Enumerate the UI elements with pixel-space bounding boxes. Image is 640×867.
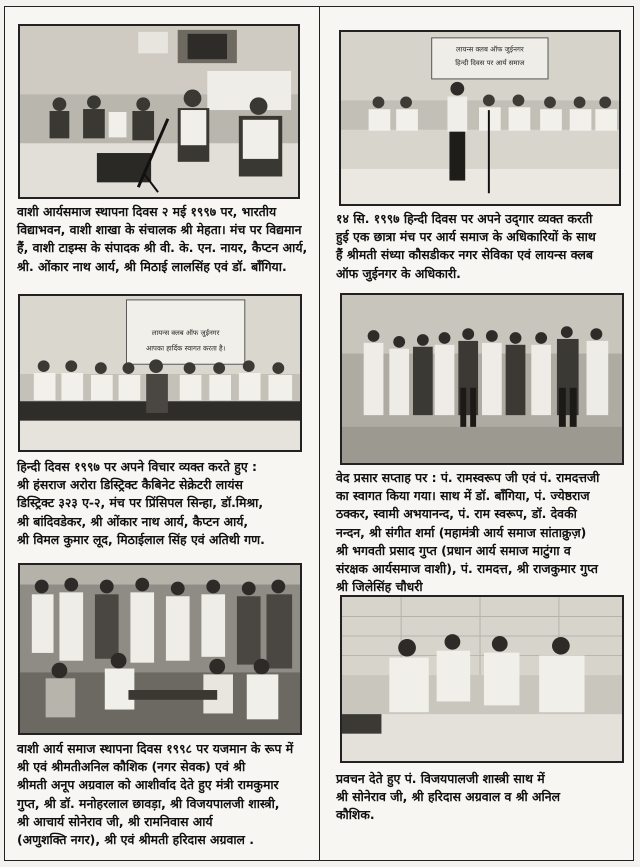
- caption-6-line-3: कौशिक.: [336, 807, 375, 823]
- banner-line-1: लायन्स क्लब ऑफ जुईनगर: [456, 45, 524, 54]
- caption-2-line-3: हैं श्रीमती संध्या कौसडीकर नगर सेविका एवं लायन्स क्लब: [336, 247, 593, 263]
- caption-5-line-2: श्री एवं श्रीमतीअनिल कौशिक (नगर सेवक) एवं श्री: [17, 759, 246, 775]
- caption-photo-5: [17, 740, 315, 849]
- caption-3-line-5: श्री विमल कुमार लूद, मिठाईलाल सिंह एवं अतिथी गण.: [17, 531, 265, 547]
- caption-4-line-2: का स्वागत किया गया। साथ में डॉ. बाँगिया, पं. ज्येष्ठराज: [336, 488, 590, 504]
- banner3-line-1: लायन्स क्लब ऑफ जुईनगर: [151, 329, 220, 337]
- caption-5-line-6: (अणुशक्ति नगर), श्री एवं श्रीमती हरिदास अग्रवाल .: [17, 832, 254, 848]
- caption-3-line-1: हिन्दी दिवस १९९७ पर अपने विचार व्यक्त करते हुए :: [17, 459, 257, 474]
- caption-1-line-2: विद्याभवन, वाशी शाखा के संचालक श्री मेहता। मंच पर विद्यमान: [17, 222, 302, 238]
- caption-4-line-5: श्री भगवती प्रसाद गुप्त (प्रधान आर्य समाज माटुंगा व: [336, 542, 571, 558]
- caption-photo-2: [336, 210, 632, 283]
- caption-5-line-3: श्रीमती अनूप अग्रवाल को आशीर्वाद देते हुए मंत्री रामकुमार: [17, 777, 279, 793]
- caption-photo-3: [17, 458, 315, 549]
- photo-hindi-diwas-stage: [18, 294, 302, 452]
- caption-3-line-3: डिस्ट्रिक्ट ३२३ ए-२, मंच पर प्रिंसिपल सिन्हा, डॉ.मिश्रा,: [17, 495, 264, 511]
- photo-ved-prasar-group: [340, 293, 624, 465]
- column-divider: [319, 6, 320, 861]
- caption-photo-6: [336, 770, 632, 825]
- caption-5-line-5: श्री आचार्य सोनेराव जी, श्री रामनिवास आर्य: [17, 813, 213, 829]
- caption-1-line-1: वाशी आर्यसमाज स्थापना दिवस २ मई १९९७ पर, भारतीय: [17, 204, 277, 219]
- banner-line-2: हिन्दी दिवस पर आर्य समाज: [455, 59, 525, 68]
- caption-1-line-4: श्री. ओंकार नाथ आर्य, श्री मिठाई लालसिंह एवं डॉ. बाँगिया.: [17, 258, 287, 274]
- caption-1-line-3: हैं, वाशी टाइम्स के संपादक श्री वी. के. एन. नायर, कैप्टन आर्य,: [17, 240, 308, 256]
- caption-6-line-2: श्री सोनेराव जी, श्री हरिदास अग्रवाल व श्री अनिल: [336, 789, 561, 805]
- caption-4-line-7: श्री जिलेसिंह चौधरी: [336, 579, 423, 595]
- caption-3-line-4: श्री बांदिवडेकर, श्री ओंकार नाथ आर्य, कैप्टन आर्य,: [17, 513, 249, 529]
- caption-3-line-2: श्री हंसराज अरोरा डिस्ट्रिक्ट कैबिनेट सेक्रेटरी लायंस: [17, 477, 243, 493]
- caption-4-line-1: वेद प्रसार सप्ताह पर : पं. रामस्वरूप जी एवं पं. रामदत्तजी: [336, 470, 600, 485]
- caption-5-line-4: गुप्त, श्री डॉ. मनोहरलाल छावड़ा, श्री विजयपालजी शास्त्री,: [17, 795, 280, 811]
- caption-2-line-2: हुई एक छात्रा मंच पर आर्य समाज के अधिकारियों के साथ: [336, 229, 596, 245]
- caption-photo-4: [336, 469, 632, 596]
- caption-2-line-4: ऑफ जुईनगर के अधिकारी.: [336, 265, 461, 281]
- caption-4-line-4: नन्दन, श्री संगीत शर्मा (महामंत्री आर्य समाज सांताक्रुज़): [336, 524, 587, 540]
- caption-6-line-1: प्रवचन देते हुए पं. विजयपालजी शास्त्री साथ में: [336, 771, 545, 786]
- caption-4-line-6: संरक्षक आर्यसमाज वाशी), पं. रामदत्त, श्री राजकुमार गुप्त: [336, 561, 598, 577]
- photo-arya-samaj-1997: [18, 24, 300, 199]
- caption-2-line-1: १४ सि. १९९७ हिन्दी दिवस पर अपने उद्‌गार व्यक्त करती: [336, 211, 593, 226]
- photo-hindi-diwas-student: [339, 30, 621, 206]
- photo-arya-samaj-1998: [18, 563, 302, 735]
- banner3-line-2: आपका हार्दिक स्वागत करता है।: [146, 344, 226, 353]
- photo-pravachan: [340, 595, 624, 763]
- caption-photo-1: [17, 203, 315, 276]
- caption-5-line-1: वाशी आर्य समाज स्थापना दिवस १९९८ पर यजमान के रूप में: [17, 741, 294, 756]
- caption-4-line-3: ठक्कर, स्वामी अभयानन्द, पं. राम स्वरूप, डॉ. देवकी: [336, 506, 577, 522]
